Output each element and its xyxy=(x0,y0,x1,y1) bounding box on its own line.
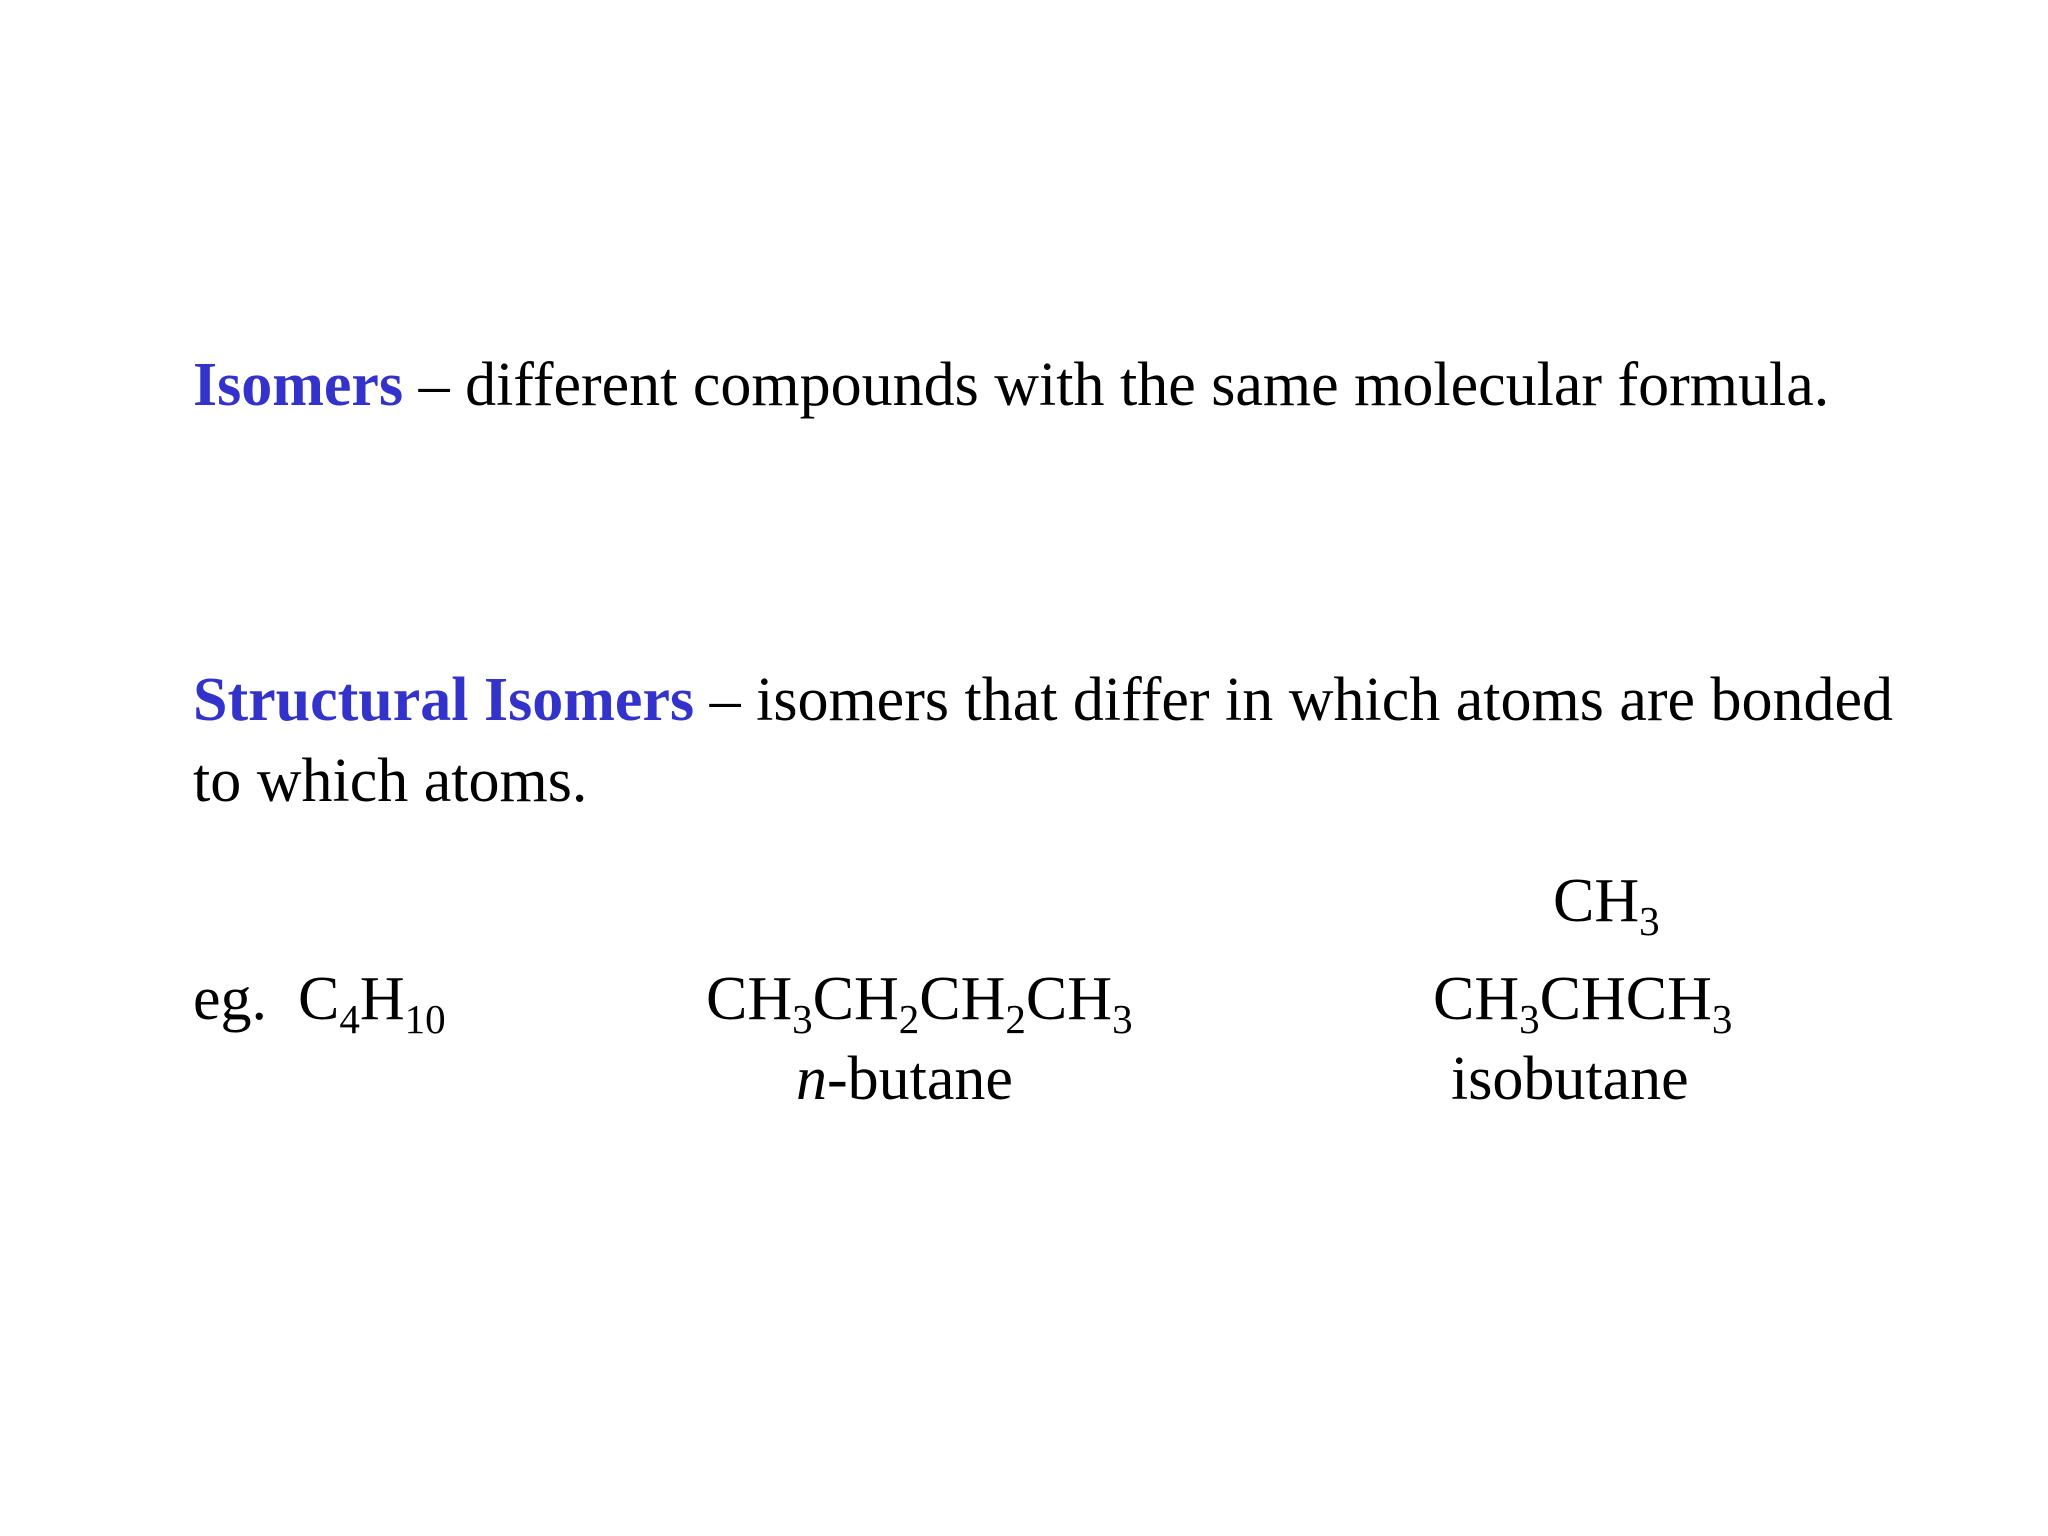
n-butane-formula: $CH_3CH_2CH_2CH_3$ xyxy=(706,965,1133,1042)
isobutane-name: isobutane xyxy=(1451,1045,1689,1113)
isobutane-branch: $CH_3$ xyxy=(1553,867,1660,944)
structural-isomers-term: Structural Isomers xyxy=(193,666,695,734)
isomers-definition xyxy=(193,345,1913,426)
isomers-definition-text: – different compounds with the same molecular formula. xyxy=(403,351,1830,419)
example-row xyxy=(193,965,446,1042)
example-molecular-formula: $C_4H_{10}$ xyxy=(298,965,446,1042)
n-butane-name: n-butane xyxy=(796,1045,1013,1113)
structural-isomers-definition xyxy=(193,660,1913,822)
structural-isomers-definition-text: – isomers that differ in which atoms are bonded to which atoms. xyxy=(193,666,1894,815)
example-prefix: eg. xyxy=(193,965,268,1033)
isomers-term: Isomers xyxy=(193,351,404,419)
isobutane-formula: $CH_3CHCH_3$ xyxy=(1433,965,1733,1042)
